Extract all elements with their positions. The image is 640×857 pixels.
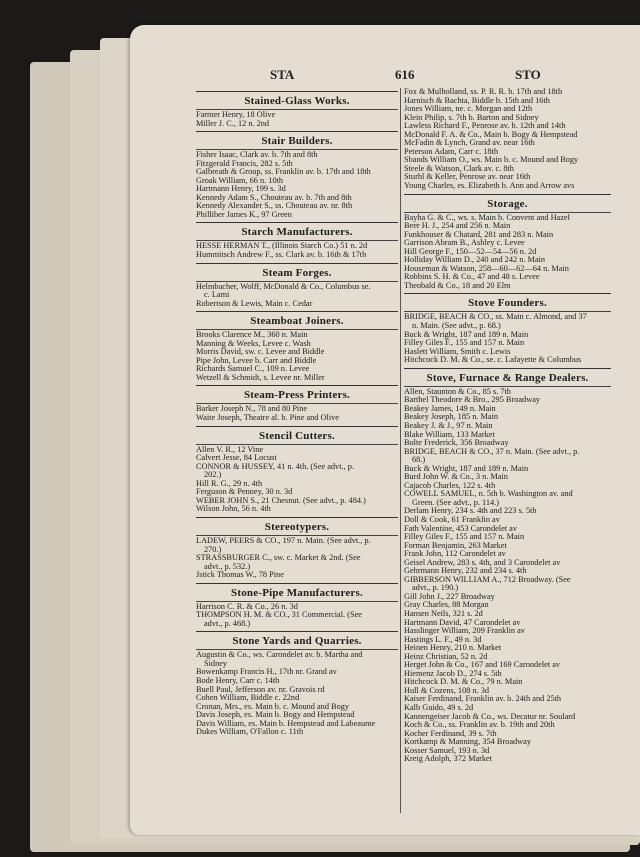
directory-entry: Beakey James, 149 n. Main bbox=[404, 404, 496, 413]
section-rule bbox=[196, 403, 398, 404]
directory-entry: Buell Paul, Jefferson av. nr. Gravois rd bbox=[196, 685, 325, 694]
section-rule bbox=[196, 149, 398, 150]
directory-entry: Young Charles, es. Elizabeth b. Ann and Arrow avs bbox=[404, 182, 575, 191]
directory-entry: Fisher Isaac, Clark av. b. 7th and 8th bbox=[196, 151, 318, 160]
directory-section bbox=[196, 222, 398, 259]
directory-entry: Harnisch & Bachta, Biddle b. 15th and 16th bbox=[404, 96, 550, 105]
directory-entry: Hastings L. F., 49 n. 3d bbox=[404, 635, 482, 644]
directory-section bbox=[196, 385, 398, 422]
directory-entry: LADEW, PEERS & CO., 197 n. Main. (See advt., p. bbox=[196, 536, 371, 545]
directory-entry: Funkhouser & Chatard, 281 and 283 n. Main bbox=[404, 230, 554, 239]
directory-entry: Robertson & Lewis, Main c. Cedar bbox=[196, 299, 313, 308]
section-rule bbox=[196, 583, 398, 584]
directory-entry: Galbreath & Group, ss. Franklin av. b. 17th and 18th bbox=[196, 168, 371, 177]
directory-entry: Wilson John, 56 n. 4th bbox=[196, 505, 271, 514]
directory-entry: Beakey J. & J., 97 n. Main bbox=[404, 421, 493, 430]
directory-entry: Forman Benjamin, 263 Market bbox=[404, 541, 507, 550]
section-heading: Starch Manufacturers. bbox=[241, 226, 353, 239]
section-rule bbox=[404, 212, 611, 213]
directory-entry: Beakey Joseph, 185 n. Main bbox=[404, 413, 499, 422]
section-rule bbox=[196, 281, 398, 282]
section-rule bbox=[404, 194, 611, 195]
directory-entry: Filley Giles F., 155 and 157 n. Main bbox=[404, 339, 525, 348]
directory-entry: Kosser Samuel, 193 n. 3d bbox=[404, 746, 490, 755]
directory-entry: Groak William, 66 n. 10th bbox=[196, 176, 284, 185]
left-column bbox=[196, 88, 398, 739]
directory-entry: Kannengeiser Jacob & Co., ws. Decatur nr. Soulard bbox=[404, 712, 576, 721]
directory-section bbox=[196, 631, 398, 736]
header-left-guide-word: STA bbox=[270, 67, 295, 82]
section-rule bbox=[196, 535, 398, 536]
directory-entry: Hill R. G., 29 n. 4th bbox=[196, 479, 263, 488]
section-heading: Steam Forges. bbox=[262, 266, 332, 279]
directory-entry: Geisel Andrew, 283 s. 4th, and 3 Carondelet av bbox=[404, 558, 561, 567]
directory-entry: Frank John, 112 Carondelet av bbox=[404, 550, 506, 559]
directory-entry: Kennedy Alexander S., ss. Chouteau av. nr. 8th bbox=[196, 202, 353, 211]
section-rule bbox=[196, 222, 398, 223]
directory-section bbox=[404, 88, 611, 191]
directory-section bbox=[404, 194, 611, 291]
directory-entry: Brooks Clarence M., 360 n. Main bbox=[196, 331, 308, 340]
directory-entry: Ferguson & Penney, 30 n. 3d bbox=[196, 488, 293, 497]
directory-entry: Davis Joseph, es. Main b. Bogy and Hempstead bbox=[196, 711, 355, 720]
section-rule bbox=[196, 263, 398, 264]
directory-entry: Hartmann David, 47 Carondelet av bbox=[404, 618, 521, 627]
directory-entry: Wetzell & Schmidt, s. Levee nr. Miller bbox=[196, 373, 325, 382]
directory-entry: Bolte Frederick, 356 Broadway bbox=[404, 439, 509, 448]
directory-entry: Bode Henry, Carr c. 14th bbox=[196, 676, 280, 685]
directory-entry: 68.) bbox=[412, 456, 426, 465]
directory-entry: BRIDGE, BEACH & CO., 37 n. Main. (See advt., p. bbox=[404, 447, 580, 456]
directory-entry: Beer H. J., 254 and 256 n. Main bbox=[404, 222, 511, 231]
section-rule bbox=[196, 649, 398, 650]
right-column bbox=[404, 88, 611, 766]
section-rule bbox=[196, 240, 398, 241]
directory-entry: Hartmann Henry, 199 s. 3d bbox=[196, 185, 286, 194]
directory-entry: Doll & Cook, 61 Franklin av bbox=[404, 515, 500, 524]
directory-entry: Gehrmann Henry, 232 and 234 s. 4th bbox=[404, 567, 527, 576]
section-rule bbox=[196, 385, 398, 386]
directory-entry: Hitchcock D. M. & Co., se. c. Lafayette & Columbus bbox=[404, 356, 582, 365]
directory-section bbox=[196, 426, 398, 514]
page-number: 616 bbox=[395, 67, 415, 82]
directory-entry: Haslett William, Smith c. Lewis bbox=[404, 347, 511, 356]
directory-entry: Allen V. R., 12 Vine bbox=[196, 445, 264, 454]
directory-entry: Theobald & Co., 18 and 20 Elm bbox=[404, 281, 511, 290]
directory-entry: Buck & Wright, 187 and 189 n. Main bbox=[404, 464, 529, 473]
section-rule bbox=[196, 109, 398, 110]
directory-entry: Houseman & Watson, 258—60—62—64 n. Main bbox=[404, 264, 569, 273]
section-rule bbox=[196, 91, 398, 92]
directory-entry: Harrison C. R. & Co., 26 n. 3d bbox=[196, 602, 298, 611]
directory-section bbox=[196, 131, 398, 219]
directory-entry: advt., p. 190.) bbox=[412, 584, 459, 593]
section-rule bbox=[404, 293, 611, 294]
directory-entry: Steele & Watson, Clark av. c. 8th bbox=[404, 164, 514, 173]
section-rule bbox=[196, 329, 398, 330]
directory-entry: Gray Charles, 88 Morgan bbox=[404, 601, 489, 610]
directory-entry: Philliber James K., 97 Green bbox=[196, 210, 292, 219]
directory-entry: Garrison Abram B., Ashley c. Levee bbox=[404, 239, 525, 248]
directory-entry: Barthel Theodore & Bro., 295 Broadway bbox=[404, 396, 541, 405]
directory-entry: Hull & Cozens, 108 n. 3d bbox=[404, 686, 490, 695]
section-rule bbox=[196, 311, 398, 312]
directory-entry: Helmbacher, Wolff, McDonald & Co., Columbus se. bbox=[196, 282, 371, 291]
directory-entry: Fitzgerald Francis, 282 s. 5th bbox=[196, 159, 293, 168]
directory-entry: CONNOR & HUSSEY, 41 n. 4th. (See advt., p. bbox=[196, 462, 354, 471]
directory-entry: Heinz Christian, 52 n. 2d bbox=[404, 652, 488, 661]
section-heading: Stone Yards and Quarries. bbox=[232, 635, 362, 648]
directory-entry: Peterson Adam, Carr c. 18th bbox=[404, 147, 499, 156]
directory-entry: Hasslinger William, 209 Franklin av bbox=[404, 627, 525, 636]
directory-entry: Augustin & Co., ws. Carondelet av. b. Martha and bbox=[196, 651, 363, 660]
directory-entry: 270.) bbox=[204, 545, 222, 554]
directory-entry: Bowenkamp Francis H., 17th nr. Grand av bbox=[196, 668, 337, 677]
directory-section bbox=[196, 517, 398, 580]
directory-entry: McFadin & Lynch, Grand av. near 16th bbox=[404, 139, 535, 148]
directory-entry: Sturhl & Keller, Penrose av. near 16th bbox=[404, 173, 531, 182]
directory-entry: Fath Valentine, 453 Carondelet av bbox=[404, 524, 517, 533]
directory-entry: Kaiser Ferdinand, Franklin av. b. 24th and 25th bbox=[404, 695, 562, 704]
section-rule bbox=[196, 631, 398, 632]
directory-entry: Bayha G. & C., ws. s. Main b. Convent and Hazel bbox=[404, 213, 570, 222]
section-heading: Stereotypers. bbox=[264, 520, 330, 533]
directory-section bbox=[196, 263, 398, 309]
directory-entry: Waite Joseph, Theatre al. b. Pine and Olive bbox=[196, 414, 339, 423]
directory-entry: Cronan, Mrs., es. Main b. c. Mound and Bogy bbox=[196, 702, 350, 711]
directory-entry: 202.) bbox=[204, 471, 222, 480]
section-rule bbox=[196, 444, 398, 445]
directory-entry: Derlam Henry, 234 s. 4th and 223 s. 5th bbox=[404, 507, 537, 516]
section-rule bbox=[404, 311, 611, 312]
directory-entry: Lawless Richard F., Penrose av. b. 12th and 14th bbox=[404, 122, 566, 131]
directory-entry: Manning & Weeks, Levee c. Wash bbox=[196, 339, 311, 348]
directory-entry: Pipe John, Levee b. Carr and Biddle bbox=[196, 356, 317, 365]
section-rule bbox=[196, 426, 398, 427]
directory-entry: Kennedy Adam S., Chouteau av. b. 7th and 8th bbox=[196, 193, 352, 202]
section-heading: Stone-Pipe Manufacturers. bbox=[231, 586, 363, 599]
directory-entry: Klein Philip, s. 7th b. Barton and Sidney bbox=[404, 113, 539, 122]
directory-entry: Cohen William, Biddle c. 22nd bbox=[196, 694, 300, 703]
directory-entry: Calvert Jesse, 84 Locust bbox=[196, 454, 277, 463]
directory-entry: Hansen Neils, 321 s. 2d bbox=[404, 609, 483, 618]
directory-entry: Miller J. C., 12 n. 2nd bbox=[196, 119, 270, 128]
directory-entry: Davis William, es. Main b. Hempstead and Labeaume bbox=[196, 719, 376, 728]
directory-entry: Richards Samuel C., 109 n. Levee bbox=[196, 365, 310, 374]
directory-entry: Barker Joseph N., 78 and 80 Pine bbox=[196, 405, 308, 414]
directory-entry: Hiemenz Jacob D., 274 s. 5th bbox=[404, 669, 502, 678]
directory-entry: Sbands William O., ws. Main b. c. Mound and Bogy bbox=[404, 156, 579, 165]
directory-entry: Holliday William D., 240 and 242 n. Main bbox=[404, 256, 546, 265]
directory-entry: Kreig Adolph, 372 Market bbox=[404, 755, 493, 764]
directory-entry: Kortkamp & Manning, 354 Broadway bbox=[404, 738, 531, 747]
directory-section bbox=[404, 368, 611, 764]
directory-entry: Herget John & Co., 167 and 169 Carondelet av bbox=[404, 661, 561, 670]
directory-entry: Farmer Henry, 18 Olive bbox=[196, 111, 276, 119]
directory-entry: THOMPSON H. M. & CO., 31 Commercial. (See bbox=[196, 611, 362, 620]
directory-entry: Filley Giles F., 155 and 157 n. Main bbox=[404, 533, 525, 542]
directory-section bbox=[196, 91, 398, 128]
directory-entry: Morris David, sw. c. Levee and Biddle bbox=[196, 348, 325, 357]
directory-entry: Burd John W. & Co., 3 n. Main bbox=[404, 473, 508, 482]
section-heading: Storage. bbox=[487, 197, 528, 210]
directory-entry: Sidney bbox=[204, 659, 228, 668]
section-heading: Stained-Glass Works. bbox=[244, 95, 350, 107]
section-rule bbox=[404, 368, 611, 369]
directory-entry: Jstick Thomas W., 78 Pine bbox=[196, 571, 284, 580]
directory-entry: Dukes William, O'Fallon c. 11th bbox=[196, 728, 304, 737]
section-rule bbox=[196, 601, 398, 602]
directory-section bbox=[404, 293, 611, 364]
section-heading: Stair Builders. bbox=[261, 135, 333, 148]
section-heading: Stove, Furnace & Range Dealers. bbox=[426, 371, 589, 384]
directory-entry: Jones William, ne. c. Morgan and 12th bbox=[404, 105, 533, 114]
directory-entry: Kocher Ferdinand, 39 s. 7th bbox=[404, 729, 497, 738]
directory-entry: advt., p. 468.) bbox=[204, 619, 251, 628]
directory-entry: GIBBERSON WILLIAM A., 712 Broadway. (See bbox=[404, 575, 571, 584]
directory-entry: McDonald F. A. & Co., Main b. Bogy & Hempstead bbox=[404, 130, 578, 139]
directory-section bbox=[196, 583, 398, 629]
column-divider bbox=[400, 88, 401, 813]
directory-entry: Hitchcock D. M. & Co., 79 n. Main bbox=[404, 678, 523, 687]
directory-entry: HESSE HERMAN T., (Illinois Starch Co.) 51 n. 2d bbox=[196, 242, 368, 251]
directory-entry: Hummitsch Andrew F., ss. Clark av. b. 16th & 17th bbox=[196, 251, 367, 260]
section-rule bbox=[196, 517, 398, 518]
directory-entry: Buck & Wright, 187 and 189 n. Main bbox=[404, 330, 529, 339]
directory-entry: c. Lami bbox=[204, 291, 230, 300]
directory-entry: WEBER JOHN S., 21 Chesnut. (See advt., p. 484.) bbox=[196, 496, 366, 505]
directory-entry: Allen, Staunton & Co., 85 s. 7th bbox=[404, 387, 511, 396]
directory-entry: advt., p. 532.) bbox=[204, 562, 251, 571]
directory-entry: n. Main. (See advt., p. 68.) bbox=[412, 322, 501, 331]
header-right-guide-word: STO bbox=[515, 67, 541, 82]
directory-entry: Robbins S. H. & Co., 47 and 48 s. Levee bbox=[404, 273, 540, 282]
directory-entry: Fox & Mulholland, ss. P. R. R. b. 17th and 18th bbox=[404, 88, 563, 96]
directory-entry: Cajacob Charles, 122 s. 4th bbox=[404, 481, 496, 490]
directory-entry: Hill George F., 150—52—54—56 n. 2d bbox=[404, 247, 537, 256]
directory-section bbox=[196, 311, 398, 382]
section-heading: Steamboat Joiners. bbox=[250, 315, 344, 328]
section-heading: Stove Founders. bbox=[468, 297, 547, 310]
section-heading: Stencil Cutters. bbox=[259, 429, 335, 442]
directory-entry: Blake William, 133 Market bbox=[404, 430, 495, 439]
directory-entry: BRIDGE, BEACH & CO., ss. Main c. Almond, and 37 bbox=[404, 313, 587, 322]
page-header bbox=[130, 67, 640, 83]
section-rule bbox=[404, 386, 611, 387]
directory-entry: Gill John J., 227 Broadway bbox=[404, 592, 495, 601]
directory-entry: Kalb Guido, 49 s. 2d bbox=[404, 704, 474, 712]
directory-entry: Green. (See advt., p. 114.) bbox=[412, 498, 500, 507]
section-rule bbox=[196, 131, 398, 132]
directory-entry: COWELL SAMUEL, n. 5th b. Washington av. and bbox=[404, 490, 573, 499]
directory-entry: Koch & Co., ss. Franklin av. b. 19th and 20th bbox=[404, 721, 555, 730]
section-heading: Steam-Press Printers. bbox=[243, 389, 351, 402]
directory-entry: Heinen Henry, 210 n. Market bbox=[404, 644, 502, 653]
directory-entry: STRASSBURGER C., sw. c. Market & 2nd. (See bbox=[196, 554, 361, 563]
